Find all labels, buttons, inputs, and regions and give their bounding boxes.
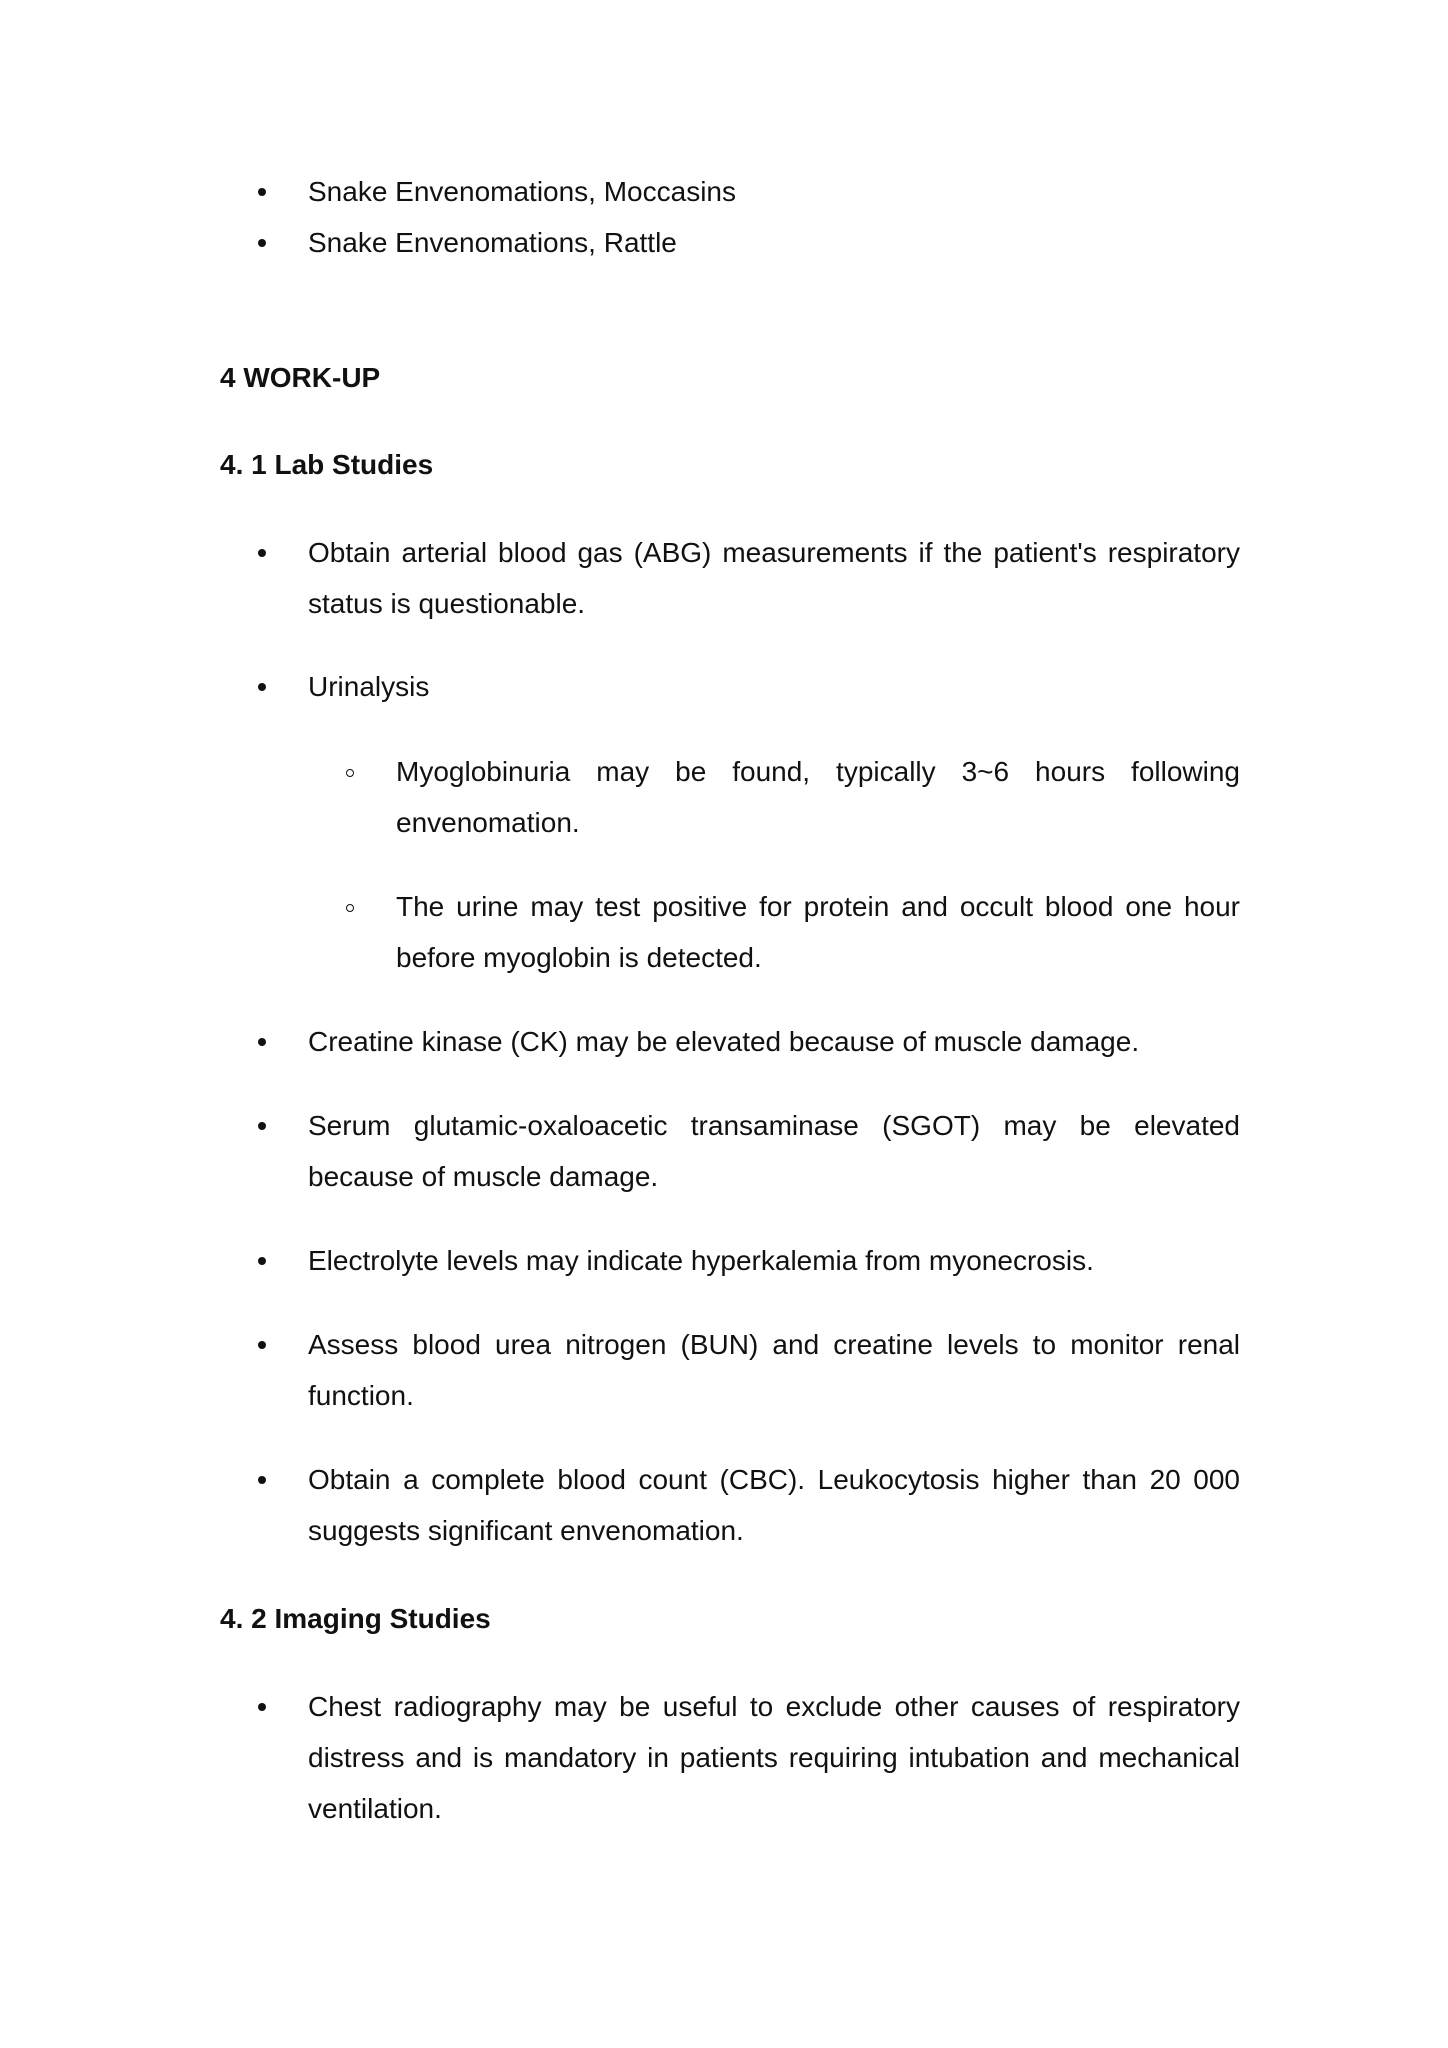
- bullet-icon: [258, 1341, 266, 1349]
- list-item-text: Urinalysis: [308, 671, 430, 702]
- bullet-icon: [258, 683, 266, 691]
- bullet-icon: [258, 1122, 266, 1130]
- list-item-text: Obtain arterial blood gas (ABG) measurements if the patient's respiratory status is questionable.: [308, 537, 1240, 619]
- subsection-heading-imaging: 4. 2 Imaging Studies: [220, 1603, 491, 1634]
- sub-list-item-text: The urine may test positive for protein and occult blood one hour before myoglobin is detected.: [396, 891, 1240, 973]
- bullet-icon: [258, 1703, 266, 1711]
- list-item-text: Electrolyte levels may indicate hyperkalemia from myonecrosis.: [308, 1245, 1094, 1276]
- list-item-text: Snake Envenomations, Rattle: [308, 227, 677, 258]
- bullet-icon: [258, 188, 266, 196]
- subsection-heading-lab: 4. 1 Lab Studies: [220, 449, 434, 480]
- list-item-text: Chest radiography may be useful to exclude other causes of respiratory distress and is mandatory in patients requiring intubation and mechanical ventilation.: [308, 1691, 1240, 1824]
- circle-bullet-icon: [346, 769, 354, 777]
- bullet-icon: [258, 1038, 266, 1046]
- bullet-icon: [258, 549, 266, 557]
- list-item-text: Assess blood urea nitrogen (BUN) and creatine levels to monitor renal function.: [308, 1329, 1240, 1411]
- bullet-icon: [258, 1257, 266, 1265]
- list-item-text: Snake Envenomations, Moccasins: [308, 176, 736, 207]
- list-item-text: Creatine kinase (CK) may be elevated because of muscle damage.: [308, 1026, 1140, 1057]
- sub-list-item-text: Myoglobinuria may be found, typically 3~6 hours following envenomation.: [396, 756, 1240, 838]
- section-heading: 4 WORK-UP: [220, 362, 381, 393]
- bullet-icon: [258, 239, 266, 247]
- list-item-text: Serum glutamic-oxaloacetic transaminase (SGOT) may be elevated because of muscle damage.: [308, 1110, 1240, 1192]
- circle-bullet-icon: [346, 904, 354, 912]
- bullet-icon: [258, 1476, 266, 1484]
- list-item-text: Obtain a complete blood count (CBC). Leukocytosis higher than 20 000 suggests significant envenomation.: [308, 1464, 1240, 1546]
